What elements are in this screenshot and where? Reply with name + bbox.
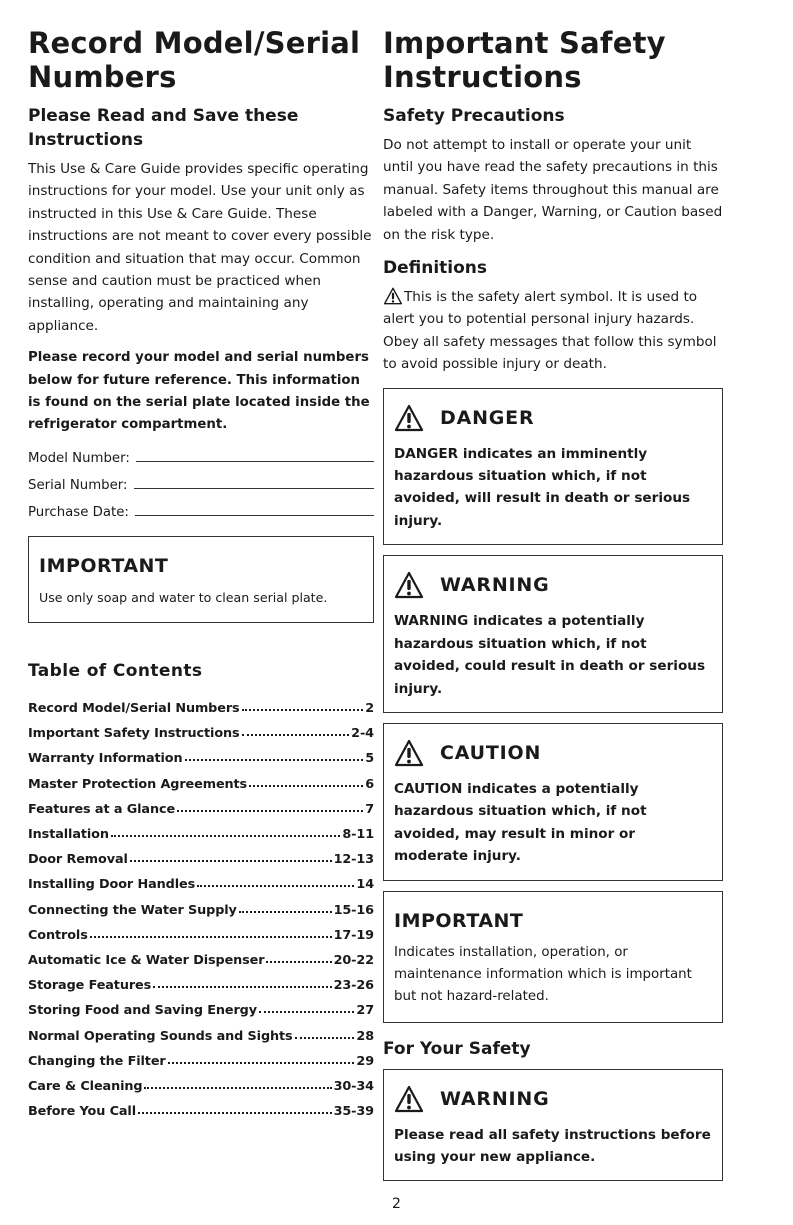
danger-text: DANGER indicates an imminently hazardous situation which, if not avoided, will result in death or serious injury. — [394, 445, 691, 529]
toc-entry[interactable] — [28, 1069, 374, 1094]
model-number-line[interactable] — [136, 460, 374, 462]
toc-entry[interactable] — [28, 741, 374, 766]
toc-leader-dots — [153, 986, 331, 988]
toc-entry-title: Storage Features — [28, 978, 152, 994]
model-number-label: Model Number: — [28, 450, 130, 466]
toc-leader-dots — [111, 835, 341, 837]
toc-entry-title: Connecting the Water Supply — [28, 902, 237, 918]
definitions-paragraph — [383, 286, 723, 376]
toc-entry-page: 29 — [356, 1053, 374, 1069]
toc-title: Table of Contents — [28, 660, 203, 681]
caution-box — [383, 723, 723, 881]
important-serial-title: IMPORTANT — [39, 554, 169, 577]
toc-entry[interactable] — [28, 842, 374, 867]
toc-entry-title: Warranty Information — [28, 751, 183, 767]
toc-entry-title: Important Safety Instructions — [28, 726, 240, 742]
page-number: 2 — [392, 1196, 401, 1212]
toc-entry-page: 7 — [365, 801, 374, 817]
danger-label: DANGER — [440, 406, 535, 429]
toc-entry[interactable] — [28, 892, 374, 917]
purchase-date-field[interactable] — [28, 497, 374, 520]
toc-entry-title: Care & Cleaning — [28, 1078, 143, 1094]
record-note: Please record your model and serial numbers below for future reference. This information is found on the serial plate located inside the refrigerator compartment. — [28, 350, 370, 433]
toc-entry[interactable] — [28, 867, 374, 892]
purchase-date-label: Purchase Date: — [28, 504, 129, 520]
toc-entry-title: Master Protection Agreements — [28, 776, 248, 792]
toc-entry-title: Features at a Glance — [28, 801, 176, 817]
toc-entry-page: 15-16 — [333, 902, 374, 918]
precautions-text: Do not attempt to install or operate your unit until you have read the safety precautions in this manual. Safety items throughout this manual are labeled with a Danger, Warning, or Caution based on the risk type. — [383, 137, 723, 243]
toc-leader-dots — [90, 936, 332, 938]
toc-leader-dots — [239, 911, 332, 913]
important-serial-box — [28, 536, 374, 623]
serial-number-label: Serial Number: — [28, 477, 128, 493]
toc-leader-dots — [295, 1037, 355, 1039]
safety-alert-icon — [394, 1085, 424, 1113]
danger-box — [383, 388, 723, 546]
toc-entry[interactable] — [28, 817, 374, 842]
toc-leader-dots — [177, 810, 363, 812]
toc-entry[interactable] — [28, 1044, 374, 1069]
intro-paragraph: This Use & Care Guide provides specific operating instructions for your model. Use your unit only as instructed in this Use & Care Guide. These instructions are not meant to cover every possible condition and situation that may occur. Common sense and caution must be practiced when installing, operating and maintaining any appliance. — [28, 161, 372, 334]
toc-entry-title: Before You Call — [28, 1104, 136, 1120]
toc-entry[interactable] — [28, 1018, 374, 1043]
toc-entry[interactable] — [28, 766, 374, 791]
warning-label: WARNING — [440, 574, 550, 597]
toc-entry-page: 6 — [365, 776, 374, 792]
toc-entry[interactable] — [28, 943, 374, 968]
toc-entry-title: Normal Operating Sounds and Sights — [28, 1028, 293, 1044]
toc-entry[interactable] — [28, 993, 374, 1018]
warning-box — [383, 555, 723, 713]
right-column — [383, 26, 723, 1181]
toc-leader-dots — [130, 860, 332, 862]
toc-leader-dots — [249, 785, 363, 787]
safety-title: Important Safety Instructions — [383, 26, 666, 94]
important-info-box — [383, 891, 723, 1023]
safety-alert-icon — [394, 571, 424, 599]
safety-warning-box — [383, 1069, 723, 1182]
read-save-subtitle: Please Read and Save these Instructions — [28, 106, 299, 150]
toc-entry-page: 2-4 — [351, 726, 374, 742]
toc-entry-page: 5 — [365, 751, 374, 767]
toc-leader-dots — [185, 759, 364, 761]
toc-entry-page: 8-11 — [342, 827, 374, 842]
toc-entry[interactable] — [28, 918, 374, 943]
left-column — [28, 26, 374, 1119]
toc-leader-dots — [259, 1011, 354, 1013]
toc-entry-title: Record Model/Serial Numbers — [28, 701, 240, 717]
warning-text: WARNING indicates a potentially hazardous situation which, if not avoided, could result in death or serious injury. — [394, 613, 706, 697]
toc-entry-title: Door Removal — [28, 852, 128, 868]
safety-alert-icon — [394, 404, 424, 432]
important-info-text: Indicates installation, operation, or maintenance information which is important but not hazard-related. — [394, 944, 692, 1004]
toc-entry-page: 30-34 — [333, 1078, 374, 1094]
toc-leader-dots — [242, 709, 364, 711]
serial-number-line[interactable] — [134, 487, 374, 489]
toc-entry[interactable] — [28, 716, 374, 741]
toc-entry-page: 14 — [356, 877, 374, 893]
safety-warning-label: WARNING — [440, 1087, 550, 1110]
record-title: Record Model/Serial Numbers — [28, 26, 361, 94]
toc-leader-dots — [266, 961, 331, 963]
toc-entry[interactable] — [28, 792, 374, 817]
toc-entry-page: 28 — [356, 1028, 374, 1044]
table-of-contents — [28, 691, 374, 1119]
toc-entry-title: Changing the Filter — [28, 1053, 166, 1069]
toc-leader-dots — [138, 1112, 332, 1114]
safety-alert-icon — [394, 739, 424, 767]
toc-entry-title: Automatic Ice & Water Dispenser — [28, 952, 265, 968]
toc-entry-title: Installation — [28, 827, 109, 842]
toc-entry[interactable] — [28, 1094, 374, 1119]
toc-entry[interactable] — [28, 968, 374, 993]
definitions-text: This is the safety alert symbol. It is used to alert you to potential personal injury hazards. Obey all safety messages that follow this symbol to avoid possible injury or death. — [383, 289, 717, 373]
caution-text: CAUTION indicates a potentially hazardous situation which, if not avoided, may result in minor or moderate injury. — [394, 780, 647, 865]
toc-entry-page: 27 — [356, 1003, 374, 1019]
toc-entry-page: 17-19 — [333, 927, 374, 943]
safety-warning-text: Please read all safety instructions before using your new appliance. — [394, 1126, 711, 1165]
definitions-heading: Definitions — [383, 258, 488, 279]
caution-label: CAUTION — [440, 741, 542, 764]
important-info-title: IMPORTANT — [394, 909, 524, 932]
toc-leader-dots — [144, 1087, 331, 1089]
toc-entry-page: 23-26 — [333, 978, 374, 994]
toc-leader-dots — [168, 1062, 355, 1064]
toc-leader-dots — [197, 885, 354, 887]
toc-entry[interactable] — [28, 691, 374, 716]
toc-entry-page: 35-39 — [333, 1104, 374, 1120]
toc-entry-page: 20-22 — [333, 952, 374, 968]
toc-entry-title: Storing Food and Saving Energy — [28, 1003, 257, 1019]
purchase-date-line[interactable] — [135, 514, 374, 516]
toc-entry-title: Installing Door Handles — [28, 877, 196, 893]
serial-number-field[interactable] — [28, 470, 374, 493]
toc-leader-dots — [242, 734, 350, 736]
for-safety-heading: For Your Safety — [383, 1038, 531, 1059]
toc-entry-title: Controls — [28, 927, 88, 943]
important-serial-text: Use only soap and water to clean serial plate. — [39, 589, 328, 605]
toc-entry-page: 12-13 — [333, 852, 374, 868]
safety-alert-icon — [383, 287, 403, 305]
model-number-field[interactable] — [28, 443, 374, 466]
toc-entry-page: 2 — [365, 701, 374, 717]
precautions-heading: Safety Precautions — [383, 106, 565, 126]
